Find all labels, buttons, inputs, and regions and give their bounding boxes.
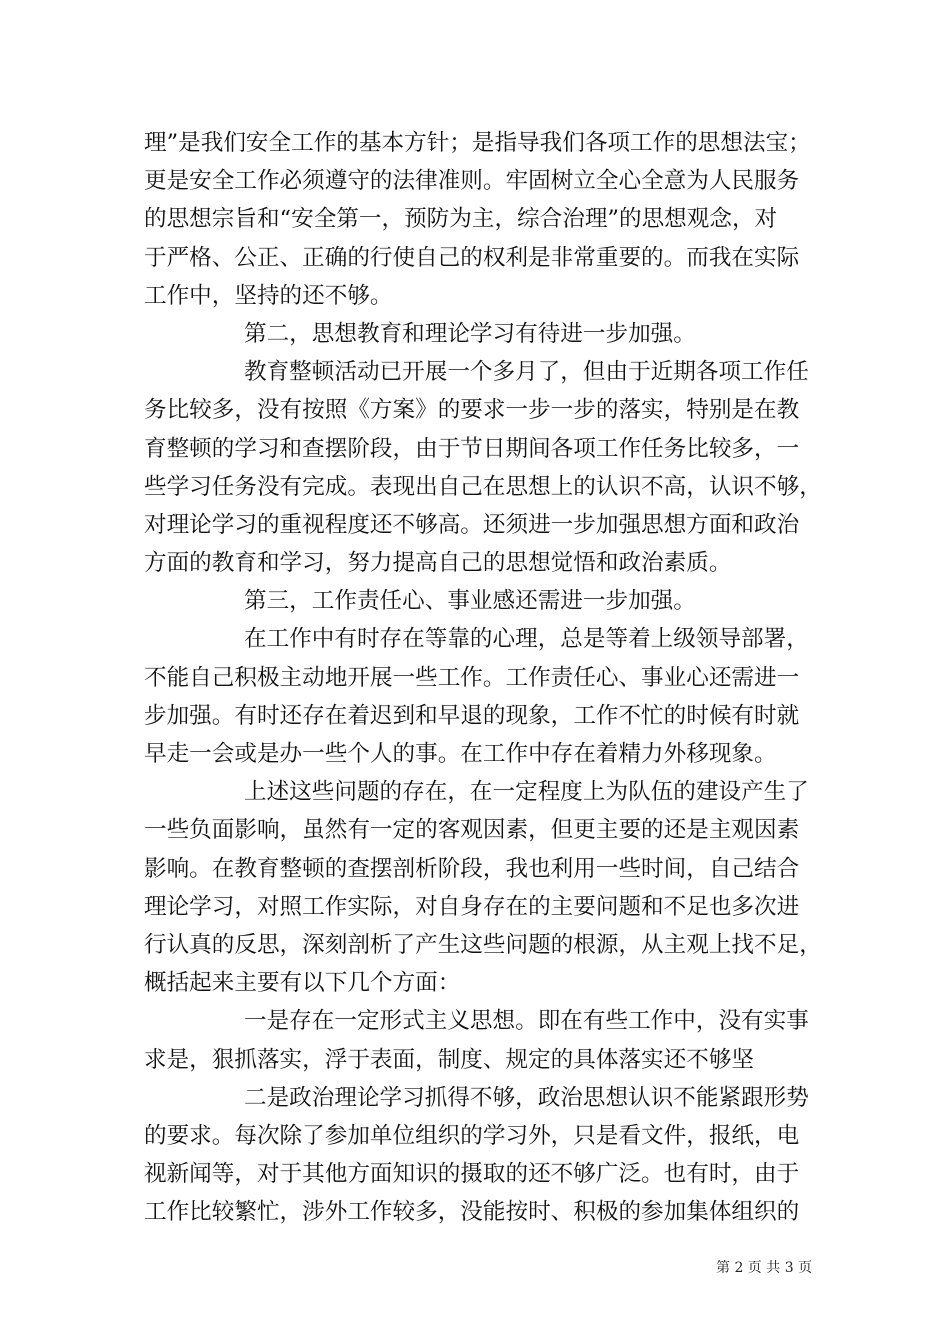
text-line: 方面的教育和学习，努力提高自己的思想觉悟和政治素质。	[144, 550, 732, 577]
text-line: 些学习任务没有完成。表现出自己在思想上的认识不高，认识不够，	[144, 473, 822, 500]
text-line: 更是安全工作必须遵守的法律准则。牢固树立全心全意为人民服务	[144, 168, 800, 195]
paragraph-start: 在工作中有时存在等靠的心理，总是等着上级领导部署，	[244, 626, 809, 653]
text-line: 求是，狠抓落实，浮于表面，制度、规定的具体落实还不够坚	[144, 1046, 755, 1073]
text-line: 早走一会或是办一些个人的事。在工作中存在着精力外移现象。	[144, 741, 777, 767]
section-heading: 第二，思想教育和理论学习有待进一步加强。	[244, 320, 696, 347]
text-line: 一些负面影响，虽然有一定的客观因素，但更主要的还是主观因素	[144, 817, 800, 844]
text-line: 影响。在教育整顿的查摆剖析阶段，我也利用一些时间，自己结合	[144, 855, 800, 882]
text-line: 的思想宗旨和“安全第一，预防为主，综合治理”的思想观念，对	[144, 206, 778, 233]
paragraph-start: 二是政治理论学习抓得不够，政治思想认识不能紧跟形势	[244, 1084, 809, 1111]
body-text	[144, 124, 822, 1231]
page-number-footer: 第 2 页 共 3 页	[716, 1260, 813, 1276]
section-heading: 第三，工作责任心、事业感还需进一步加强。	[244, 588, 696, 615]
text-line: 工作中，坚持的还不够。	[144, 282, 393, 309]
text-line: 育整顿的学习和查摆阶段，由于节日期间各项工作任务比较多，一	[144, 435, 800, 462]
paragraph-start: 一是存在一定形式主义思想。即在有些工作中，没有实事	[244, 1008, 809, 1035]
text-line: 视新闻等，对于其他方面知识的摄取的还不够广泛。也有时，由于	[144, 1161, 800, 1188]
text-line: 不能自己积极主动地开展一些工作。工作责任心、事业心还需进一	[144, 664, 800, 691]
text-line: 对理论学习的重视程度还不够高。还须进一步加强思想方面和政治	[144, 511, 800, 538]
text-line: 的要求。每次除了参加单位组织的学习外，只是看文件，报纸，电	[144, 1122, 800, 1149]
text-line: 概括起来主要有以下几个方面：	[144, 970, 461, 997]
text-line: 步加强。有时还存在着迟到和早退的现象，工作不忙的时候有时就	[144, 702, 800, 729]
text-line: 行认真的反思，深刻剖析了产生这些问题的根源，从主观上找不足，	[144, 931, 822, 958]
text-line: 工作比较繁忙，涉外工作较多，没能按时、积极的参加集体组织的	[144, 1199, 800, 1226]
text-line: 务比较多，没有按照《方案》的要求一步一步的落实，特别是在教	[144, 397, 800, 424]
text-line: 理论学习，对照工作实际，对自身存在的主要问题和不足也多次进	[144, 893, 800, 920]
paragraph-start: 教育整顿活动已开展一个多月了，但由于近期各项工作任	[244, 359, 809, 386]
paragraph-start: 上述这些问题的存在，在一定程度上为队伍的建设产生了	[244, 779, 809, 806]
text-line: 于严格、公正、正确的行使自己的权利是非常重要的。而我在实际	[144, 244, 800, 271]
text-line: 理”是我们安全工作的基本方针；是指导我们各项工作的思想法宝；	[144, 130, 811, 156]
